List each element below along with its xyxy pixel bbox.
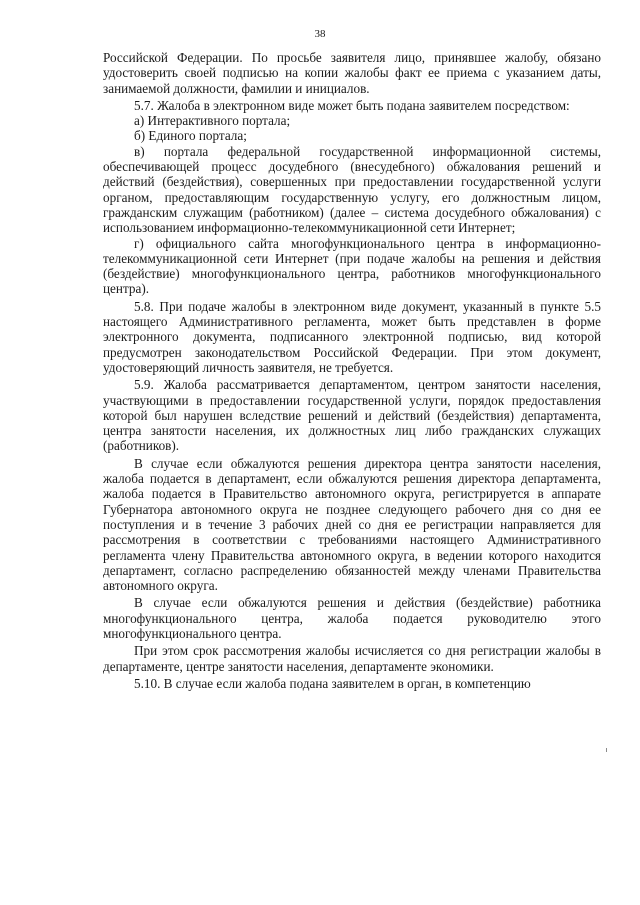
paragraph-review-period: При этом срок рассмотрения жалобы исчисляется со дня регистрации жалобы в департаменте, центре занятости населения, департаменте экономики. (103, 643, 601, 674)
page-number: 38 (314, 28, 326, 40)
list-item-a: а) Интерактивного портала; (134, 113, 291, 129)
paragraph-5-8: 5.8. При подаче жалобы в электронном виде документ, указанный в пункте 5.5 настоящего Административного регламента, может быть представлен в форме электронного документа, подписанного электронной подписью, вид которой предусмотрен законодательством Российской Федерации. При этом документ, удостоверяющий личность заявителя, не требуется. (103, 298, 601, 375)
paragraph-5-7: 5.7. Жалоба в электронном виде может быть подана заявителем посредством: (134, 97, 570, 113)
paragraph-continuation: Российской Федерации. По просьбе заявителя лицо, принявшее жалобу, обязано удостоверить своей подписью на копии жалобы факт ее приема с указанием даты, занимаемой должности, фамилии и инициалов. (103, 50, 601, 96)
paragraph-mfc-complaint: В случае если обжалуются решения и действия (бездействие) работника многофункционального центра, жалоба подается руководителю этого многофункционального центра. (103, 595, 601, 641)
scan-mark (606, 748, 607, 752)
list-item-v: в) портала федеральной государственной информационной системы, обеспечивающей процесс досудебного (внесудебного) обжалования решений и действий (бездействия), совершенных при предоставлении государственной услуги органом, предоставляющим государственную услугу, его должностным лицом, гражданским служащим (работником) (далее – система досудебного обжалования) с использованием информационно-телекоммуникационной сети Интернет; (103, 143, 601, 236)
paragraph-director-complaint: В случае если обжалуются решения директора центра занятости населения, жалоба подается в департамент, если обжалуются решения директора департамента, жалоба подается в Правительство автономного округа, регистрируется в аппарате Губернатора автономного округа не позднее следующего рабочего дня со дня ее поступления и в течение 3 рабочих дней со дня ее регистрации направляется для рассмотрения в соответствии с требованиями настоящего Административного регламента члену Правительства автономного округа, в ведении которого находится департамент, согласно распределению обязанностей между членами Правительства автономного округа. (103, 455, 601, 594)
list-item-g: г) официального сайта многофункционального центра в информационно-телекоммуникационной сети Интернет (при подаче жалобы на решения и действия (бездействие) многофункционального центра, работников многофункционального центра). (103, 235, 601, 297)
paragraph-5-10: 5.10. В случае если жалоба подана заявителем в орган, в компетенцию (134, 675, 531, 691)
paragraph-5-9: 5.9. Жалоба рассматривается департаментом, центром занятости населения, участвующими в предоставлении государственной услуги, порядок предоставления которой был нарушен вследствие решений и действий (бездействия) департамента, центра занятости населения, их должностных лиц либо гражданских служащих (работников). (103, 377, 601, 454)
list-item-b: б) Единого портала; (134, 128, 247, 144)
document-body (103, 50, 601, 691)
